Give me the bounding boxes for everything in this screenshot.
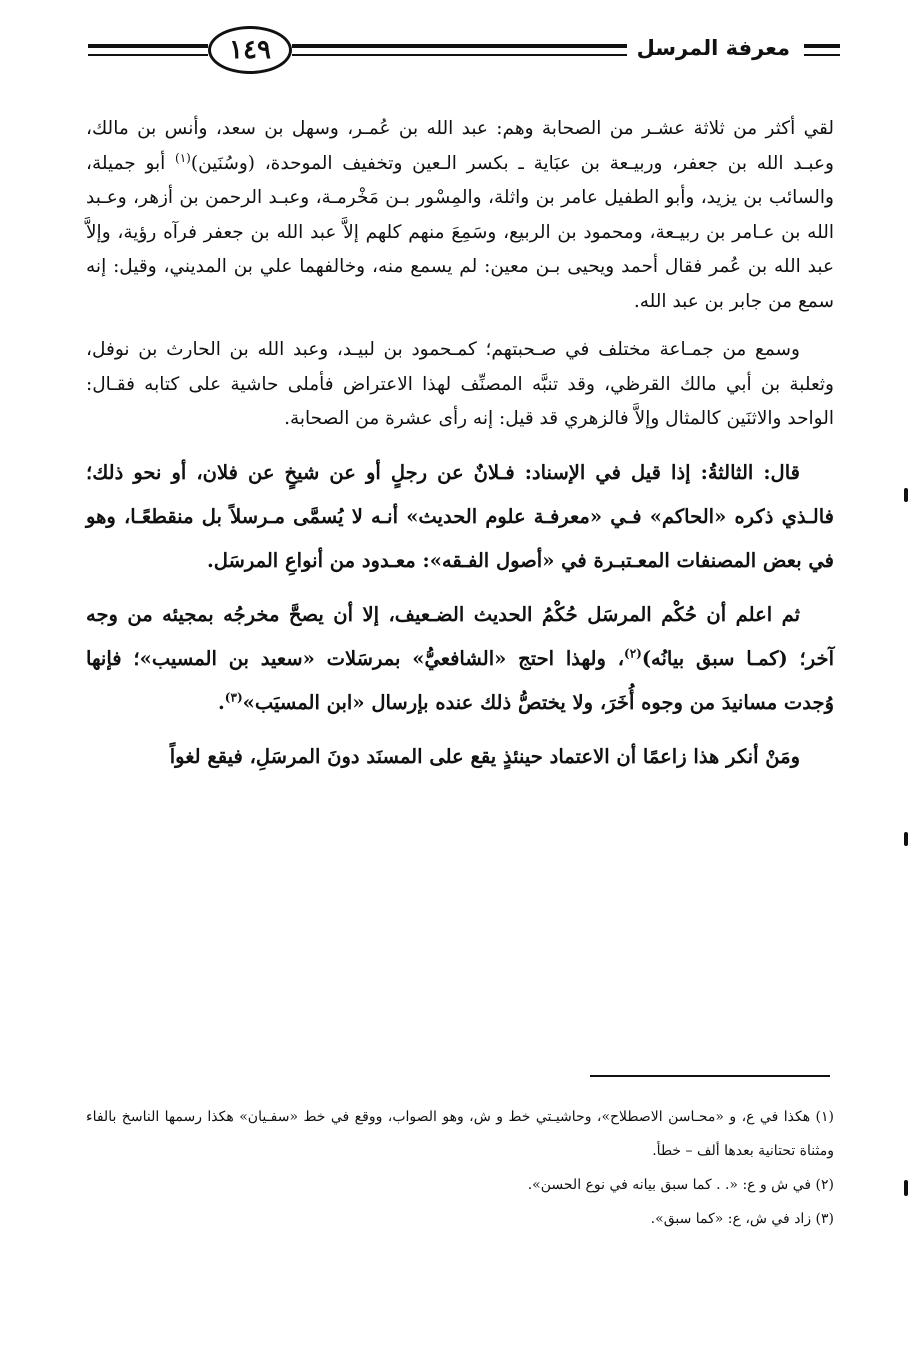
paragraph-3 <box>86 451 834 583</box>
header-rule <box>88 54 208 56</box>
main-text <box>86 112 834 789</box>
paragraph-5 <box>86 735 834 779</box>
paragraph-1 <box>86 112 834 319</box>
paragraph-4 <box>86 593 834 725</box>
page-header <box>80 22 840 78</box>
paragraph-text: قال: الثالثةُ: إذا قيل في الإسناد: فـلانٌ عن رجلٍ أو عن شيخٍ عن فلان، أو نحو ذلك؛ فالـذي ذكره «الحاكم» فـي «معرفـة علوم الحديث» أنـه لا يُسمَّى مـرسلاً بل منقطعًـا، وهو في بعض المصنفات المعـتبـرة في «أصول الفـقه»: معـدود من أنواعِ المرسَل. <box>86 460 834 572</box>
paragraph-2 <box>86 333 834 437</box>
footnote-ref: (٣) <box>224 690 243 704</box>
scan-edge-mark <box>904 1180 908 1196</box>
scan-edge-mark <box>904 488 908 502</box>
footnote-1: (١) هكذا في ع، و «محـاسن الاصطلاح»، وحاشيـتي خط و ش، وهو الصواب، ووقع في خط «سفـيان» هكذا رسمها الناسخ بالفاء ومثناة تحتانية بعدها ألف – خطأ. <box>86 1109 834 1159</box>
paragraph-text: ، ولهذا احتج «الشافعيُّ» بمرسَلات «سعيد بن المسيب»؛ فإنها وُجدت مسانيدَ من وجوه أُخَرَ، ولا يختصُّ ذلك عنده بإرسال «ابن المسيَب» <box>86 646 834 714</box>
footnote-ref: (١) <box>175 150 191 165</box>
footnote-2: (٢) في ش و ع: «. . كما سبق بيانه في نوع الحسن». <box>527 1177 834 1193</box>
scan-edge-mark <box>904 832 908 846</box>
paragraph-text: أبو جميلة، والسائب بن يزيد، وأبو الطفيل عامر بن واثلة، والمِسْور بـن مَخْرمـة، وعبـد الرحمن بن أزهر، وعـبد الله بن عـامر بن ربيـعة، ومحمود بن الربيع، وسَمِعَ منهم كلهم إلاَّ عبد الله بن جعفر فرآه رؤية، وإلاَّ عبد الله بن عُمر فقال أحمد ويحيى بـن معين: لم يسمع منه، وخالفهما علي بن المديني، وقيل: إنه سمع من جابر بن عبد الله. <box>86 152 834 312</box>
footnote-3: (٣) زاد في ش، ع: «كما سبق». <box>650 1211 834 1227</box>
header-rule <box>804 54 840 56</box>
paragraph-text: ثم اعلم أن حُكْم المرسَل حُكْمُ الحديث الضـعيف، إلا أن يصحَّ مخرجُه بمجيئه من وجه آخر؛ (كمـا سبق بيانُه) <box>86 602 834 670</box>
paragraph-text: . <box>218 690 225 714</box>
running-title: معرفة المرسل <box>627 28 800 68</box>
footnote-separator <box>590 1075 830 1077</box>
footnote-ref: (٢) <box>624 646 642 660</box>
header-rule <box>804 44 840 48</box>
header-rule <box>88 44 208 48</box>
page-number: ١٤٩ <box>208 26 292 74</box>
paragraph-text: لقي أكثر من ثلاثة عشـر من الصحابة وهم: عبد الله بن عُمـر، وسهل بن سعد، وأنس بن مالك، وعبـد الله بن جعفر، وربيـعة بن عبَاية ـ بكسر الـعين وتخفيف الموحدة، (وسُنَين) <box>86 118 834 174</box>
paragraph-text: وسمع من جمـاعة مختلف في صـحبتهم؛ كمـحمود بن لبيـد، وعبد الله بن الحارث بن نوفل، وثعلبة بن أبي مالك القرظي، وقد تنبَّه المصنِّف لهذا الاعتراض فأملى حاشية على كتابه فقـال: الواحد والاثنَين كالمثال وإلاَّ فالزهري قد قيل: إنه رأى عشرة من الصحابة. <box>86 339 834 429</box>
footnotes <box>86 1100 834 1236</box>
paragraph-text: ومَنْ أنكر هذا زاعمًا أن الاعتماد حينئذٍ يقع على المسنَد دونَ المرسَلِ، فيقع لغواً <box>169 744 800 768</box>
